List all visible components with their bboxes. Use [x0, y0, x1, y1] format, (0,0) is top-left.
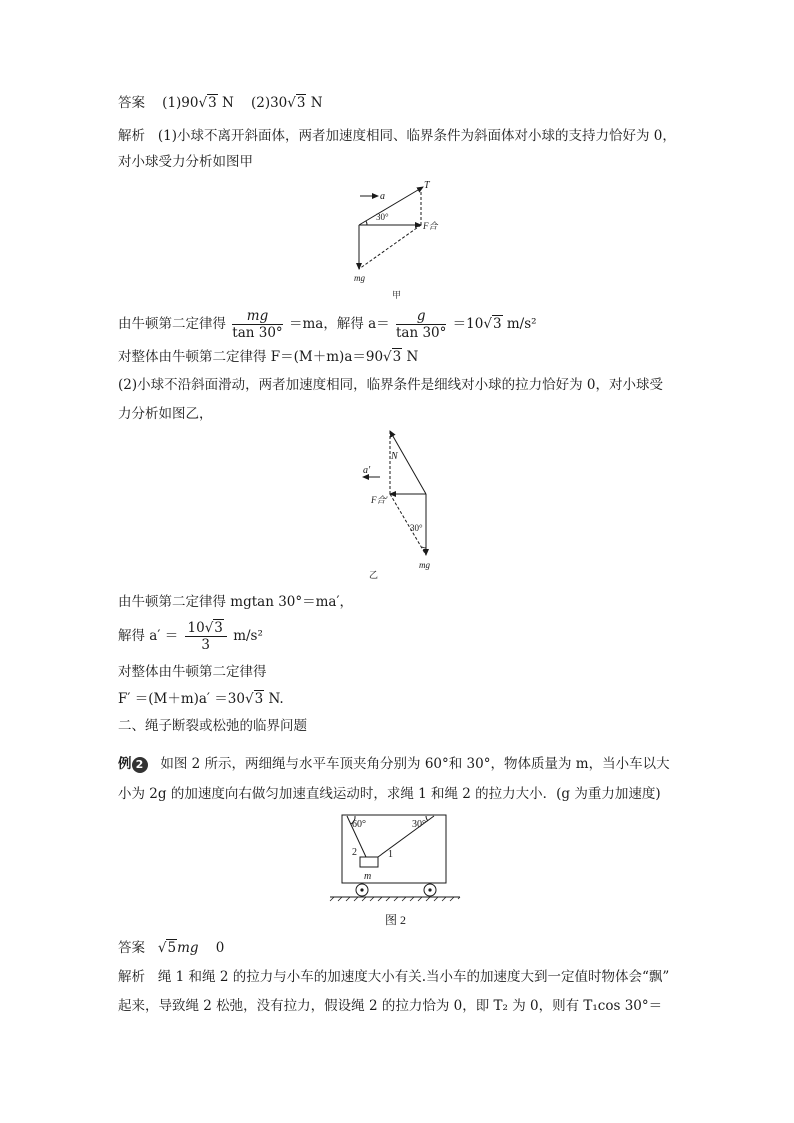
figure-caption: 甲	[392, 290, 402, 300]
eq4-num-root: 3	[214, 620, 223, 636]
figure-caption: 图 2	[385, 913, 407, 927]
equation-4	[118, 618, 263, 654]
section-heading: 二、绳子断裂或松弛的临界问题	[118, 718, 307, 734]
answer2-label: 答案	[118, 940, 145, 956]
answer-part-1-root: 3	[208, 95, 217, 111]
wheel-left-hub	[360, 888, 363, 891]
net-force-label: F合	[423, 221, 438, 231]
example-text-1: 如图 2 所示，两细绳与水平车顶夹角分别为 60°和 30°，物体质量为 m，当小车以大	[160, 756, 670, 772]
answer-label: 答案	[118, 95, 145, 111]
tension-vector	[359, 187, 423, 225]
equation-5: 对整体由牛顿第二定律得	[118, 664, 267, 680]
normal-force-label: N	[391, 451, 398, 462]
angle-label: 30°	[410, 523, 423, 533]
answer2-root: 5	[167, 940, 177, 956]
wheel-right-hub	[428, 888, 431, 891]
analysis3-line-1	[118, 967, 669, 987]
eq1-prefix: 由牛顿第二定律得	[118, 316, 226, 332]
accel-label: a	[380, 191, 385, 202]
answer-line-2: 答案 √5mg 0	[118, 940, 225, 956]
eq2-root: 3	[392, 349, 402, 365]
mass-block	[360, 857, 378, 867]
figure-yi	[355, 427, 445, 580]
eq6-root: 3	[254, 691, 264, 707]
answer2-zero: 0	[215, 940, 225, 956]
angle-right-label: 30°	[412, 819, 426, 830]
weight-label: mg	[354, 273, 365, 283]
normal-force-vector	[390, 431, 426, 494]
figure-caption: 乙	[369, 570, 379, 580]
analysis2-line-1: (2)小球不沿斜面滑动，两者加速度相同，临界条件是细线对小球的拉力恰好为 0，对小球受	[118, 377, 664, 393]
weight-label: mg	[419, 560, 430, 570]
analysis-line-1	[118, 126, 676, 146]
answer-part-1: (1)90	[162, 95, 199, 111]
eq1-result: ＝10	[452, 316, 484, 332]
angle-right-arc	[426, 816, 428, 821]
eq4-prefix: 解得 a′ ＝	[118, 628, 179, 644]
eq2-unit: N	[402, 349, 419, 365]
eq1-unit: m/s²	[502, 316, 537, 332]
equation-1: 由牛顿第二定律得 $\frac{mg}{\tan 30^\circ}$ ＝ma，解得 a＝ $\frac{g}{\tan 30^\circ}$ ＝10√3 m/s²	[118, 308, 537, 341]
eq1-result-root: 3	[492, 316, 502, 332]
analysis3-line-2: 起来，导致绳 2 松弛，没有拉力，假设绳 2 的拉力恰为 0，即 T₂ 为 0，则有 T₁cos 30°＝	[118, 998, 663, 1014]
analysis3-text-1: 绳 1 和绳 2 的拉力与小车的加速度大小有关.当小车的加速度大到一定值时物体会“飘”	[157, 969, 670, 985]
eq2-prefix: 对整体由牛顿第二定律得 F＝(M＋m)a＝90	[118, 349, 384, 365]
figure-jia	[340, 176, 460, 306]
rope-1-label: 1	[388, 849, 393, 860]
analysis-label: 解析	[118, 128, 145, 144]
eq4-unit: m/s²	[233, 628, 263, 644]
eq1-fraction-1	[232, 308, 282, 341]
eq4-num: 10√3	[185, 620, 227, 637]
angle-arc	[422, 547, 426, 548]
example-line-1	[118, 754, 670, 774]
angle-label: 30°	[376, 212, 389, 222]
eq6-prefix: F′ ＝(M＋m)a′ ＝30	[118, 691, 245, 707]
net-force-label: F合′	[371, 495, 388, 505]
example-tag: 例	[118, 756, 132, 772]
analysis-line-2: 对小球受力分析如图甲	[118, 154, 253, 170]
eq1-mid: ＝ma，解得 a＝	[288, 316, 390, 332]
mass-label: m	[364, 871, 372, 882]
analysis3-label: 解析	[118, 969, 145, 985]
equation-3: 由牛顿第二定律得 mgtan 30°＝ma′，	[118, 594, 354, 610]
answer-part-1-unit: N	[217, 95, 234, 111]
answer2-value: mg	[177, 940, 199, 956]
example-number-badge: 2	[132, 757, 148, 773]
eq1-fraction-2	[396, 308, 446, 341]
eq1-frac2-den: tan 30°	[395, 325, 447, 341]
eq1-frac1-num: mg	[232, 308, 282, 325]
answer-part-2-unit: N	[306, 95, 323, 111]
eq1-frac1-den: tan 30°	[232, 325, 283, 341]
tension-label: T	[424, 180, 430, 191]
ground-hatching	[330, 897, 460, 901]
eq4-fraction	[185, 620, 227, 653]
accel-label: a′	[363, 465, 371, 476]
example-line-2: 小为 2g 的加速度向右做匀加速直线运动时，求绳 1 和绳 2 的拉力大小．(g 为重力加速度)	[118, 786, 661, 802]
eq4-den: 3	[201, 637, 210, 653]
analysis-text-1: (1)小球不离开斜面体，两者加速度相同、临界条件为斜面体对小球的支持力恰好为 0，	[157, 128, 676, 144]
equation-2: 对整体由牛顿第二定律得 F＝(M＋m)a＝90√3 N	[118, 349, 419, 365]
dashed-diagonal	[359, 225, 421, 269]
analysis2-line-2: 力分析如图乙，	[118, 406, 213, 422]
eq1-frac2-num: g	[396, 308, 446, 325]
eq4-num-value: 10	[187, 620, 205, 636]
equation-6: F′ ＝(M＋m)a′ ＝30√3 N.	[118, 691, 284, 707]
answer-line-1: 答案 (1)90√3 N (2)30√3 N	[118, 95, 323, 111]
rope-2-label: 2	[352, 847, 357, 858]
answer-part-2-root: 3	[296, 95, 306, 111]
angle-arc	[366, 221, 367, 225]
eq6-unit: N.	[264, 691, 284, 707]
figure-2	[330, 813, 460, 930]
angle-left-label: 60°	[352, 819, 366, 830]
answer-part-2: (2)30	[250, 95, 288, 111]
